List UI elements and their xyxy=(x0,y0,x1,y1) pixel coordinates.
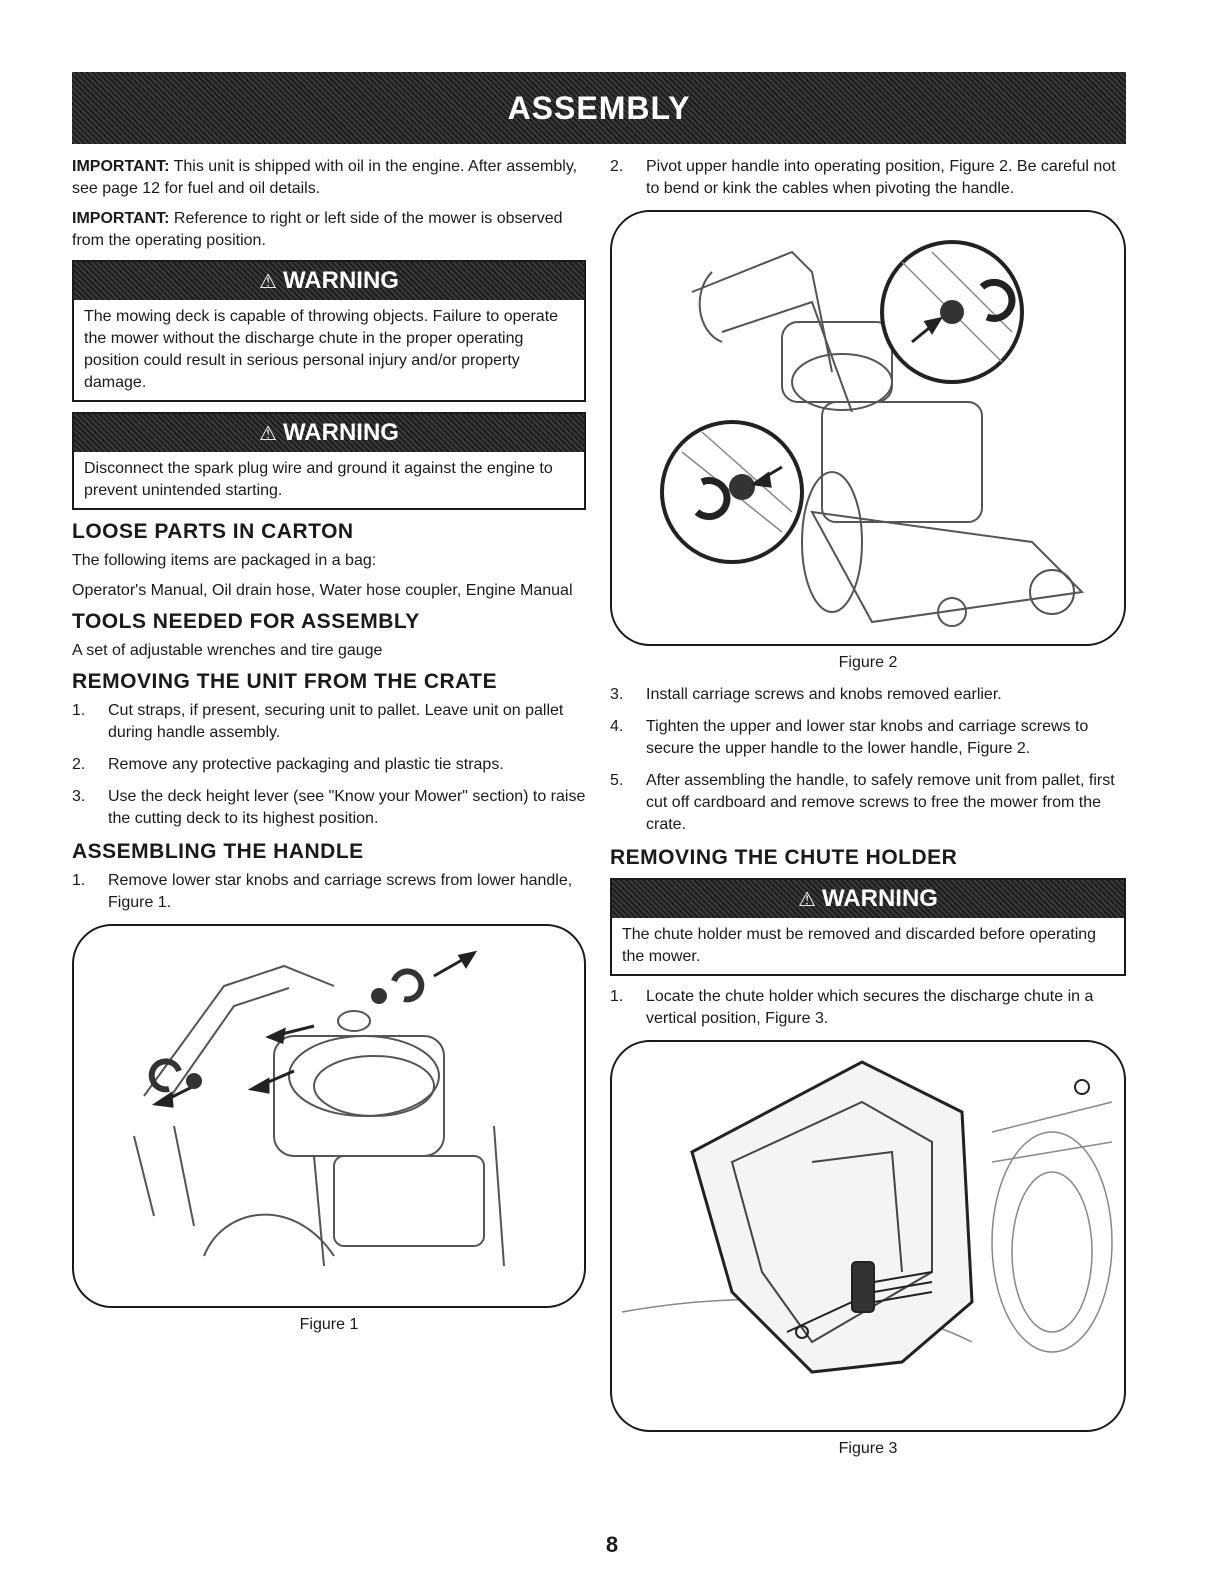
tools-heading: TOOLS NEEDED FOR ASSEMBLY xyxy=(72,610,420,633)
list-item: 2. Remove any protective packaging and plastic tie straps. xyxy=(72,756,504,773)
list-item: 3. Use the deck height lever (see "Know your Mower" section) to raise the cutting deck to its highest position. xyxy=(72,788,586,827)
warning-header: ⚠ WARNING xyxy=(612,880,1124,918)
discharge-chute-illustration xyxy=(612,1042,1124,1430)
assembling-handle-heading: ASSEMBLING THE HANDLE xyxy=(72,840,364,863)
handle-steps-b xyxy=(610,684,1126,836)
right-column xyxy=(610,156,1126,1470)
removing-crate-heading: REMOVING THE UNIT FROM THE CRATE xyxy=(72,670,498,693)
warning-triangle-icon: ⚠ xyxy=(259,270,277,293)
tools-text: A set of adjustable wrenches and tire gauge xyxy=(72,642,383,659)
figure-3-caption: Figure 3 xyxy=(838,1440,898,1457)
warning-text: The mowing deck is capable of throwing objects. Failure to operate the mower without the discharge chute in the proper operating position could result in serious personal injury and/or property damage. xyxy=(84,308,559,391)
page-banner xyxy=(72,72,1126,144)
warning-text: Disconnect the spark plug wire and ground it against the engine to prevent unintended starting. xyxy=(84,460,553,499)
warning-header: ⚠ WARNING xyxy=(74,414,584,452)
warning-box-spark-plug xyxy=(72,412,586,510)
list-item: 5. After assembling the handle, to safely remove unit from pallet, first cut off cardboard and remove screws to free the mower from the crate. xyxy=(610,772,1115,833)
list-item: 1. Locate the chute holder which secures the discharge chute in a vertical position, Figure 3. xyxy=(610,988,1094,1027)
important-note-2: IMPORTANT: Reference to right or left side of the mower is observed from the operating position. xyxy=(72,210,563,249)
warning-header: ⚠ WARNING xyxy=(74,262,584,300)
loose-parts-intro: The following items are packaged in a bag: xyxy=(72,552,377,569)
loose-parts-heading: LOOSE PARTS IN CARTON xyxy=(72,520,354,543)
removing-crate-steps xyxy=(72,700,586,830)
mower-pivot-handle-illustration xyxy=(612,212,1124,644)
mower-handle-illustration xyxy=(74,926,584,1306)
list-item: 1. Cut straps, if present, securing unit to pallet. Leave unit on pallet during handle assembly. xyxy=(72,702,564,741)
figure-3-illustration xyxy=(610,1040,1126,1432)
figure-2-illustration xyxy=(610,210,1126,646)
list-item: 4. Tighten the upper and lower star knobs and carriage screws to secure the upper handle to the lower handle, Figure 2. xyxy=(610,718,1089,757)
figure-1-illustration xyxy=(72,924,586,1308)
chute-holder-heading: REMOVING THE CHUTE HOLDER xyxy=(610,846,958,869)
warning-text: The chute holder must be removed and discarded before operating the mower. xyxy=(622,926,1097,965)
page-number: 8 xyxy=(605,1532,619,1557)
loose-parts-list: Operator's Manual, Oil drain hose, Water hose coupler, Engine Manual xyxy=(72,582,573,599)
page-title: ASSEMBLY xyxy=(507,89,691,126)
list-item: 1. Remove lower star knobs and carriage screws from lower handle, Figure 1. xyxy=(72,872,573,911)
warning-triangle-icon: ⚠ xyxy=(259,422,277,445)
warning-box-chute xyxy=(610,878,1126,976)
left-column xyxy=(72,156,586,1346)
handle-steps-a xyxy=(610,156,1126,200)
warning-triangle-icon: ⚠ xyxy=(798,888,816,911)
warning-box-deck xyxy=(72,260,586,402)
list-item: 3. Install carriage screws and knobs removed earlier. xyxy=(610,686,1002,703)
chute-holder-steps xyxy=(610,986,1126,1030)
important-note-1: IMPORTANT: This unit is shipped with oil in the engine. After assembly, see page 12 for fuel and oil details. xyxy=(72,158,578,197)
assembling-handle-steps xyxy=(72,870,586,914)
list-item: 2. Pivot upper handle into operating position, Figure 2. Be careful not to bend or kink the cables when pivoting the handle. xyxy=(610,158,1116,197)
figure-1-caption: Figure 1 xyxy=(299,1316,359,1333)
figure-2-caption: Figure 2 xyxy=(838,654,898,671)
